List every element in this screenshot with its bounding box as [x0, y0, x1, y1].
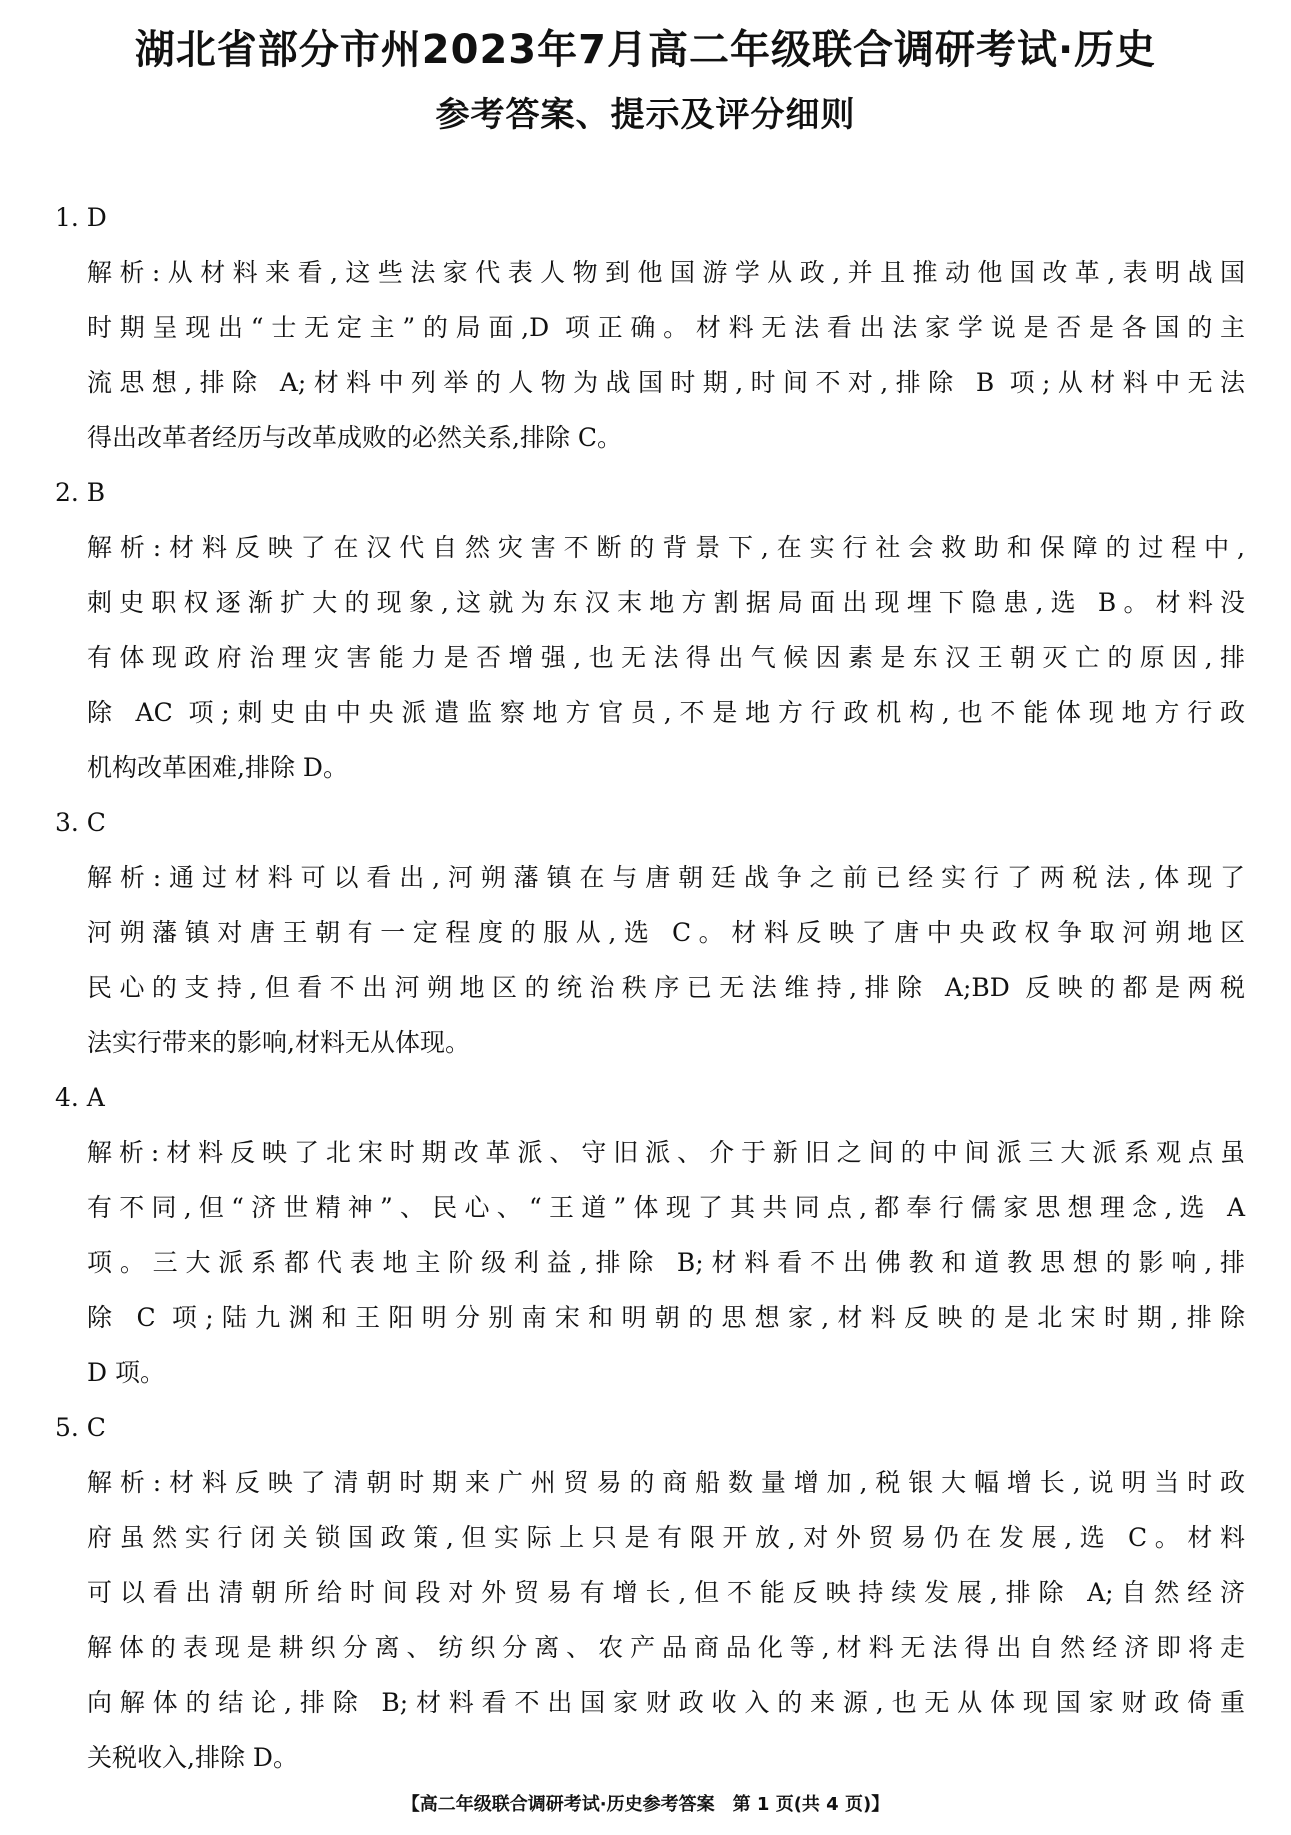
explanation-line: 向解体的结论,排除 B;材料看不出国家财政收入的来源,也无从体现国家财政倚重 — [87, 1688, 1245, 1717]
explanation-line: 有不同,但“济世精神”、民心、“王道”体现了其共同点,都奉行儒家思想理念,选 A — [87, 1193, 1245, 1222]
explanation-line: 府虽然实行闭关锁国政策,但实际上只是有限开放,对外贸易仍在发展,选 C。材料 — [87, 1523, 1245, 1552]
explanation-line: 解体的表现是耕织分离、纺织分离、农产品商品化等,材料无法得出自然经济即将走 — [87, 1633, 1245, 1662]
explanation-line: 时期呈现出“士无定主”的局面,D 项正确。材料无法看出法家学说是否是各国的主 — [87, 313, 1245, 342]
answer-label: 3. C — [55, 808, 106, 837]
answer-item-5 — [55, 1400, 1245, 1785]
explanation-line: 机构改革困难,排除 D。 — [87, 753, 348, 782]
answer-item-1 — [55, 190, 1245, 465]
explanation — [55, 1455, 1245, 1785]
answer-item-2 — [55, 465, 1245, 795]
answer-item-3 — [55, 795, 1245, 1070]
answer-label: 5. C — [55, 1413, 106, 1442]
explanation-line: 解析:从材料来看,这些法家代表人物到他国游学从政,并且推动他国改革,表明战国 — [87, 258, 1245, 287]
page-footer: 【高二年级联合调研考试·历史参考答案 第 1 页(共 4 页)】 — [401, 1794, 890, 1815]
explanation-line: 可以看出清朝所给时间段对外贸易有增长,但不能反映持续发展,排除 A;自然经济 — [87, 1578, 1245, 1607]
explanation — [55, 1125, 1245, 1400]
explanation — [55, 850, 1245, 1070]
document-title: 湖北省部分市州2023年7月高二年级联合调研考试·历史 — [134, 27, 1157, 73]
explanation-line: 项。三大派系都代表地主阶级利益,排除 B;材料看不出佛教和道教思想的影响,排 — [87, 1248, 1245, 1277]
answer-item-4 — [55, 1070, 1245, 1400]
explanation-line: 民心的支持,但看不出河朔地区的统治秩序已无法维持,排除 A;BD 反映的都是两税 — [87, 973, 1245, 1002]
explanation-line: 解析:材料反映了北宋时期改革派、守旧派、介于新旧之间的中间派三大派系观点虽 — [87, 1138, 1245, 1167]
explanation-line: 除 AC 项;刺史由中央派遣监察地方官员,不是地方行政机构,也不能体现地方行政 — [87, 698, 1245, 727]
answer-list — [55, 190, 1245, 1785]
document-subtitle: 参考答案、提示及评分细则 — [435, 95, 856, 135]
explanation-line: 有体现政府治理灾害能力是否增强,也无法得出气候因素是东汉王朝灭亡的原因,排 — [87, 643, 1245, 672]
explanation — [55, 245, 1245, 465]
explanation-line: 解析:材料反映了清朝时期来广州贸易的商船数量增加,税银大幅增长,说明当时政 — [87, 1468, 1245, 1497]
answer-label: 4. A — [55, 1083, 105, 1112]
explanation-line: 得出改革者经历与改革成败的必然关系,排除 C。 — [87, 423, 623, 452]
explanation-line: 河朔藩镇对唐王朝有一定程度的服从,选 C。材料反映了唐中央政权争取河朔地区 — [87, 918, 1245, 947]
explanation-line: 流思想,排除 A;材料中列举的人物为战国时期,时间不对,排除 B 项;从材料中无法 — [87, 368, 1245, 397]
explanation-line: 解析:通过材料可以看出,河朔藩镇在与唐朝廷战争之前已经实行了两税法,体现了 — [87, 863, 1245, 892]
explanation-line: 除 C 项;陆九渊和王阳明分别南宋和明朝的思想家,材料反映的是北宋时期,排除 — [87, 1303, 1245, 1332]
explanation — [55, 520, 1245, 795]
answer-label: 1. D — [55, 203, 107, 232]
explanation-line: 法实行带来的影响,材料无从体现。 — [87, 1028, 470, 1057]
explanation-line: 关税收入,排除 D。 — [87, 1743, 298, 1772]
explanation-line: D 项。 — [87, 1358, 165, 1387]
explanation-line: 解析:材料反映了在汉代自然灾害不断的背景下,在实行社会救助和保障的过程中, — [87, 533, 1245, 562]
explanation-line: 刺史职权逐渐扩大的现象,这就为东汉末地方割据局面出现埋下隐患,选 B。材料没 — [87, 588, 1245, 617]
answer-label: 2. B — [55, 478, 106, 507]
